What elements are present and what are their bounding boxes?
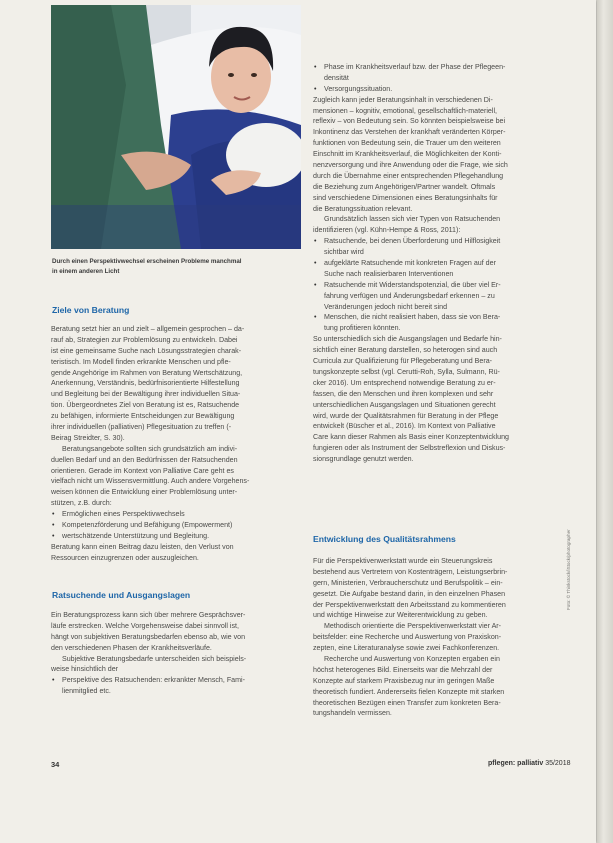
text-line: Beratungsangebote sollten sich grundsätzlich am indivi-: [62, 444, 238, 453]
bullet-item: • Versorgungssituation.: [313, 84, 575, 95]
text-line: Zugleich kann jeder Beratungsinhalt in verschiedenen Di-: [313, 95, 493, 104]
page-edge: [597, 0, 613, 843]
text-line: Beirag Streidter, S. 30).: [51, 433, 125, 442]
text-line: und Begleitung bei der Bewältigung ihrer individuellen Situa-: [51, 390, 241, 399]
bullet-item: • Ratsuchende, bei denen Überforderung und Hilflosigkeit: [313, 236, 575, 247]
text-line: mensionen – kognitiv, emotional, gesellschaftlich-materiell,: [313, 106, 498, 115]
text-line: fahrung verfügen und Änderungsbedarf erkennen – zu: [324, 291, 495, 300]
photo-illustration: [51, 5, 301, 249]
text-line: fassen, die den Menschen und ihren komplexen und sehr: [313, 389, 494, 398]
text-line: cker 2016). Um entsprechend notwendige Beratung zu er-: [313, 378, 496, 387]
journal-footer: [488, 760, 571, 767]
text-line: hängt von subjektiven Beratungsbedarfen ebenso ab, wie von: [51, 632, 246, 641]
text-line: identifizieren (vgl. Kühn-Hempe & Ross, 2011):: [313, 226, 461, 235]
text-line: gern, Ministerien, Verbraucherschutz und Berufspolitik – ein-: [313, 578, 503, 587]
heading-entwicklung-qualitaetsrahmen: Entwicklung des Qualitätsrahmens: [313, 534, 456, 544]
text-line: Inkontinenz das Verstehen der krankhaft veränderten Körper-: [313, 128, 506, 137]
text-line: Curricula zur Qualifizierung für Pflegeberatung und Bera-: [313, 357, 493, 366]
text-line: beitsfelder: eine Recherche und Auswertung von Praxiskon-: [313, 633, 502, 642]
text-line: wird, wurde der Qualitätsrahmen für Beratung in der Pflege: [313, 411, 499, 420]
text-line: und wichtige Hinweise zur Weiterentwicklung zu geben.: [313, 611, 488, 620]
text-line: densität: [324, 73, 349, 82]
page-number: 34: [51, 760, 60, 769]
text-line: tungshandeln vermissen.: [313, 709, 392, 718]
text-line: Ein Beratungsprozess kann sich über mehrere Gesprächsver-: [51, 611, 246, 619]
text-line: Konzepte auf starkem Praxisbezug nur im geringen Maße: [313, 676, 495, 685]
left-column-text-1: [51, 324, 297, 564]
text-line: theoretisch fundiert. Andererseits fielen Konzepte mit starken: [313, 687, 505, 696]
text-line: Methodisch orientierte die Perspektivenwerkstatt vier Ar-: [324, 622, 502, 631]
text-line: Einschnitt im Krankheitsverlauf, die Möglichkeiten der Konti-: [313, 150, 502, 159]
journal-issue: 35/2018: [545, 760, 571, 767]
heading-ratsuchende: Ratsuchende und Ausgangslagen: [52, 590, 191, 600]
text-line: So unterschiedlich sich die Ausgangslagen und Bedarfe hin-: [313, 335, 502, 344]
text-line: Recherche und Auswertung von Konzepten ergaben ein: [324, 655, 500, 664]
bullet-item: • Menschen, die nicht realisiert haben, dass sie von Bera-: [313, 312, 575, 323]
text-line: der Perspektivenwerkstatt den Arbeitsstand zu kommentieren: [313, 600, 506, 609]
text-line: ihrer individuellen (palliativen) Pflegesituation zu treffen (-: [51, 423, 232, 432]
bullet-item: • wertschätzende Unterstützung und Begleitung.: [51, 531, 297, 542]
text-line: sind verschiedene Dimensionen eines Beratungsinhalts für: [313, 193, 498, 202]
text-line: Ressourcen einzugrenzen oder auszugleichen.: [51, 553, 199, 562]
heading-ziele-von-beratung: Ziele von Beratung: [52, 305, 130, 315]
caption-line-2: in einem anderen Licht: [52, 267, 120, 275]
text-line: orientieren. Gerade im Kontext von Palliative Care geht es: [51, 466, 234, 475]
right-column-text-1: [313, 62, 575, 465]
bullet-item: • Ratsuchende mit Widerstandspotenzial, die über viel Er-: [313, 280, 575, 291]
text-line: unterschiedlichen Ausgangslagen und Situationen gerecht: [313, 400, 496, 409]
photo-credit: Foto: © Thinkstock/iStock/photographer: [566, 529, 571, 610]
text-line: Care kann dieser Rahmen als Basis einer Konzeptentwicklung: [313, 433, 509, 442]
text-line: fungieren oder als Instrument der Selbstreflexion und Diskus-: [313, 444, 506, 453]
text-line: gende Angehörige im Rahmen von Beratung Wertschätzung,: [51, 368, 243, 377]
text-line: Anerkennung, Verständnis, bedürfnisorientierte Hilfestellung: [51, 379, 240, 388]
text-line: Subjektive Beratungsbedarfe unterscheiden sich beispiels-: [62, 654, 247, 663]
text-line: lienmitglied etc.: [62, 687, 111, 696]
text-line: weisen können die Entwicklung einer Problemlösung unter-: [51, 488, 238, 497]
photo-caption: [52, 257, 292, 277]
text-line: die Beziehung zum Angehörigen/Partner wandelt. Oftmals: [313, 182, 496, 191]
text-line: nenzversorgung und ihre Anwendung oder die Frage, wie sich: [313, 161, 508, 170]
text-line: rauf ab, Strategien zur Problemlösung zu entwickeln. Dabei: [51, 335, 238, 344]
bullet-item: • Perspektive des Ratsuchenden: erkrankter Mensch, Fami-: [51, 675, 297, 686]
text-line: theoretischen Bezügen einen Transfer zum konkreten Bera-: [313, 698, 501, 707]
journal-name: pflegen: palliativ: [488, 760, 544, 767]
text-line: die Beratungssituation relevant.: [313, 204, 413, 213]
text-line: gesetzt. Die Aufgabe bestand darin, in den einzelnen Phasen: [313, 589, 506, 598]
text-line: den verschiedenen Phasen der Krankheitsverläufe.: [51, 643, 212, 652]
text-line: zu befähigen, informierte Entscheidungen zur Bewältigung: [51, 412, 235, 421]
caption-line-1: Durch einen Perspektivwechsel erscheinen Probleme manchmal: [52, 258, 242, 265]
text-line: tion. Übergeordnetes Ziel von Beratung ist es, Ratsuchende: [51, 401, 240, 410]
patient-photo: [51, 5, 301, 249]
text-line: Beratung kann einen Beitrag dazu leisten, den Verlust von: [51, 542, 234, 551]
text-line: ist eine gemeinsame Suche nach Lösungsstrategien charak-: [51, 346, 242, 355]
text-line: durch die Übernahme einer entsprechenden Pflegehandlung: [313, 171, 504, 180]
text-line: Beratung setzt hier an und zielt – allgemein gesprochen – da-: [51, 325, 245, 333]
text-line: tung profitieren könnten.: [324, 324, 401, 333]
text-line: funktionen von Bedeutung sein, die Trauer um den weiteren: [313, 139, 501, 148]
text-line: weise hinsichtlich der: [51, 665, 119, 674]
bullet-item: • Kompetenzförderung und Befähigung (Empowerment): [51, 520, 297, 531]
text-line: stützen, z.B. durch:: [51, 499, 112, 508]
text-line: vielfach nicht um Wissensvermittlung. Auch andere Vorgehens-: [51, 477, 250, 486]
bullet-item: • aufgeklärte Ratsuchende mit konkreten Fragen auf der: [313, 258, 575, 269]
bullet-item: • Phase im Krankheitsverlauf bzw. der Phase der Pflegeen-: [313, 62, 575, 73]
bullet-item: • Ermöglichen eines Perspektivwechsels: [51, 509, 297, 520]
text-line: Veränderungen jedoch nicht bereit sind: [324, 302, 448, 311]
text-line: Grundsätzlich lassen sich vier Typen von Ratsuchenden: [324, 215, 501, 224]
text-line: bestehend aus Vertretern von Kostenträgern, Leistungserbrin-: [313, 567, 508, 576]
text-line: sichtbar wird: [324, 248, 364, 257]
right-column-text-2: [313, 556, 575, 719]
text-line: entwickelt (Büscher et al., 2016). Im Kontext von Palliative: [313, 422, 496, 431]
text-line: duellen Bedarf und an den Bedürfnissen der Ratsuchenden: [51, 455, 238, 464]
text-line: reflexiv – von Bedeutung sein. So könnten beispielsweise bei: [313, 117, 506, 126]
text-line: zepten, eine Literaturanalyse sowie zwei Fachkonferenzen.: [313, 644, 500, 653]
text-line: höchst heterogenes Bild. Einerseits war die Mehrzahl der: [313, 665, 493, 674]
text-line: läufe erstrecken. Welche Vorgehensweise dabei sinnvoll ist,: [51, 621, 239, 630]
text-line: teristisch. Im Modell finden erkrankte Menschen und pfle-: [51, 357, 231, 366]
text-line: Für die Perspektivenwerkstatt wurde ein Steuerungskreis: [313, 557, 493, 565]
text-line: sionsgrundlage genutzt werden.: [313, 455, 414, 464]
text-line: sichtlich einer Beratung darstellen, so heterogen sind auch: [313, 346, 498, 355]
left-column-text-2: [51, 610, 297, 697]
text-line: tungskonzepte selbst (vgl. Cerutti-Roh, Sylla, Sulmann, Rü-: [313, 367, 500, 376]
text-line: Suche nach realisierbaren Interventionen: [324, 269, 454, 278]
